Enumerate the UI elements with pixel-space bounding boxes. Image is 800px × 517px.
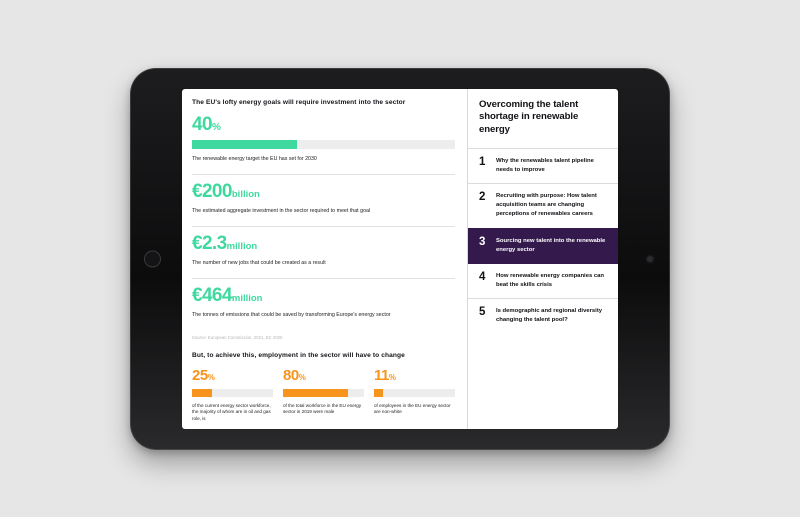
progress-bar-fill <box>374 389 383 397</box>
stat-number: 25 <box>192 366 208 384</box>
stat-value <box>192 115 455 134</box>
employment-stat-nonwhite <box>374 368 455 423</box>
stat-caption: of the current energy sector workforce, the majority of whom are in oil and gas role, is <box>192 402 271 421</box>
toc-item-number: 2 <box>479 191 486 204</box>
toc-item-1[interactable] <box>468 148 618 183</box>
section-heading-employment: But, to achieve this, employment in the sector will have to change <box>192 351 405 359</box>
stat-value <box>192 286 455 305</box>
stat-caption: The estimated aggregate investment in the sector required to meet that goal <box>192 208 371 215</box>
stat-number: 80 <box>283 366 299 384</box>
stat-caption: of the total workforce in the EU energy sector in 2019 were male <box>283 402 362 415</box>
toc-item-label: Sourcing new talent into the renewable energy sector <box>496 237 606 253</box>
stat-value <box>374 368 455 384</box>
toc-item-label: Is demographic and regional diversity changing the talent pool? <box>496 308 603 324</box>
stat-unit: billion <box>231 189 260 201</box>
stat-unit: million <box>231 293 263 305</box>
employment-stat-row <box>192 368 455 423</box>
progress-bar-track <box>374 389 455 397</box>
progress-bar-fill <box>283 389 348 397</box>
stat-caption: The renewable energy target the EU has set for 2030 <box>192 156 317 162</box>
toc-item-label: Recruiting with purpose: How talent acquisition teams are changing perceptions of renewables careers <box>496 193 597 218</box>
stat-unit: million <box>226 241 258 253</box>
toc-item-2[interactable] <box>468 183 618 227</box>
progress-bar-track <box>192 140 455 149</box>
employment-section <box>192 352 455 423</box>
toc-item-label: How renewable energy companies can beat the skills crisis <box>496 272 605 288</box>
stat-value <box>283 368 364 384</box>
source-note: Source: European Commission, 2021, EC 2020 <box>192 334 283 340</box>
stat-unit: % <box>298 372 306 382</box>
article-column <box>182 89 468 429</box>
employment-stat-male <box>283 368 364 423</box>
stat-number: €200 <box>192 181 232 203</box>
toc-item-number: 5 <box>479 306 486 319</box>
stat-unit: % <box>207 372 215 382</box>
stat-unit: % <box>388 372 396 382</box>
divider <box>192 174 455 175</box>
stat-value <box>192 234 455 253</box>
progress-bar-track <box>192 389 273 397</box>
toc-item-number: 3 <box>479 235 486 248</box>
tablet-screen <box>182 89 618 429</box>
progress-bar-track <box>283 389 364 397</box>
toc-item-number: 1 <box>479 155 486 168</box>
toc-item-number: 4 <box>479 270 486 283</box>
front-camera-icon <box>647 256 653 262</box>
stat-number: 11 <box>374 366 389 384</box>
stat-block-jobs <box>192 234 455 273</box>
toc-title: Overcoming the talent shortage in renewable energy <box>479 99 579 135</box>
divider <box>192 226 455 227</box>
toc-item-5[interactable] <box>468 298 618 333</box>
table-of-contents <box>468 89 618 429</box>
tablet-device <box>130 68 670 450</box>
stat-value <box>192 368 273 384</box>
stat-caption: of employees in the EU energy sector are non-white <box>374 402 451 415</box>
toc-item-label: Why the renewables talent pipeline needs to improve <box>496 157 594 173</box>
stat-unit: % <box>211 122 221 133</box>
home-button-icon[interactable] <box>144 251 161 268</box>
stat-block-renewable-target <box>192 115 455 169</box>
toc-item-4[interactable] <box>468 263 618 298</box>
section-heading-investment: The EU's lofty energy goals will require investment into the sector <box>192 99 406 106</box>
progress-bar-fill <box>192 140 297 149</box>
toc-item-3[interactable] <box>468 228 618 263</box>
stat-caption: The tonnes of emissions that could be saved by transforming Europe's energy sector <box>192 312 391 319</box>
employment-stat-workforce <box>192 368 273 423</box>
stat-number: €464 <box>192 285 232 307</box>
stat-caption: The number of new jobs that could be created as a result <box>192 260 326 267</box>
stat-value <box>192 182 455 201</box>
progress-bar-fill <box>192 389 212 397</box>
stat-block-investment <box>192 182 455 221</box>
stat-number: €2.3 <box>192 233 227 255</box>
divider <box>192 278 455 279</box>
stat-number: 40 <box>192 114 212 135</box>
stat-block-emissions <box>192 286 455 325</box>
